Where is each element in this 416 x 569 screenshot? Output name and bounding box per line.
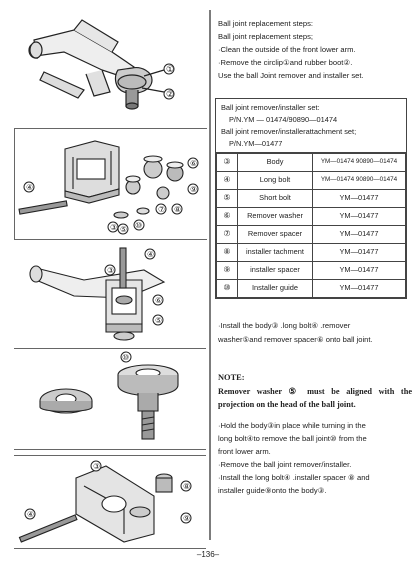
callout-5b: ⑤ <box>155 316 163 325</box>
final-step-6: installer guide⑨onto the body③. <box>218 486 327 495</box>
final-step-5: ·Install the long bolt④ .installer spacer ⑧ and <box>218 473 370 482</box>
step-line-2: Ball joint replacement steps; <box>218 32 313 41</box>
tool-name: Installer guide <box>238 280 313 298</box>
row-number: ⑦ <box>217 226 238 244</box>
table-row <box>217 208 406 226</box>
row-number: ⑩ <box>217 280 238 298</box>
callout-3b: ③ <box>107 266 115 275</box>
install-line-2: washer⑤and remover spacer⑥ onto ball joint. <box>218 335 373 344</box>
row-number: ④ <box>217 172 238 190</box>
row-number: ⑨ <box>217 262 238 280</box>
part-number: YM—01477 <box>313 244 406 262</box>
tool-header-line-4: P/N.YM—01477 <box>229 139 283 148</box>
callout-8: ⑧ <box>174 205 182 214</box>
callout-10: ⑩ <box>135 221 143 230</box>
part-number: YM—01474 90890—01474 <box>313 154 406 172</box>
figure-lower-arm <box>14 12 206 122</box>
callout-4b: ④ <box>147 250 155 259</box>
table-row <box>217 154 406 172</box>
figure-tool-installed <box>14 240 206 350</box>
row-number: ⑥ <box>217 208 238 226</box>
callout-5: ⑤ <box>120 225 128 234</box>
figure-removal-setup <box>14 455 206 549</box>
callout-3: ③ <box>110 223 118 232</box>
illustration-column <box>8 0 206 569</box>
callout-6: ⑥ <box>190 159 198 168</box>
tool-name: Remover spacer <box>238 226 313 244</box>
tool-set-box <box>215 98 407 299</box>
column-divider <box>209 10 211 540</box>
step-line-3: ·Clean the outside of the front lower arm. <box>218 45 356 54</box>
row-number: ⑤ <box>217 190 238 208</box>
callout-4: ④ <box>26 183 34 192</box>
callout-9: ⑨ <box>190 185 198 194</box>
table-row <box>217 172 406 190</box>
callout-6b: ⑥ <box>155 296 163 305</box>
part-number: YM—01477 <box>313 262 406 280</box>
page-number: –136– <box>196 550 220 559</box>
callout-3c: ③ <box>93 462 101 471</box>
callout-9c: ⑨ <box>183 514 191 523</box>
tool-set-header <box>216 99 406 153</box>
callout-2: ② <box>166 90 175 100</box>
table-row <box>217 280 406 298</box>
final-step-1: ·Hold the body③in place while turning in the <box>218 421 366 430</box>
note-body: Remover washer ⑤ must be aligned with the projection on the head of the ball joint. <box>218 387 412 409</box>
step-line-5: Use the ball Joint remover and installer set. <box>218 71 364 80</box>
figure-washer-ball-joint <box>14 348 206 450</box>
row-number: ③ <box>217 154 238 172</box>
figure-tool-set <box>14 128 207 240</box>
tool-header-line-1: Ball joint remover/installer set: <box>221 103 320 112</box>
tool-name: installer tachment <box>238 244 313 262</box>
final-step-4: ·Remove the ball joint remover/installer. <box>218 460 352 469</box>
part-number: YM—01477 <box>313 226 406 244</box>
tool-table <box>216 153 406 298</box>
final-step-2: long bolt④to remove the ball joint⑩ from the <box>218 434 367 443</box>
tool-header-line-2: P/N.YM — 01474/90890—01474 <box>229 115 338 124</box>
final-step-3: front lower arm. <box>218 447 271 456</box>
table-row <box>217 262 406 280</box>
step-line-1: Ball joint replacement steps: <box>218 19 313 28</box>
tool-name: Short bolt <box>238 190 313 208</box>
tool-name: installer spacer <box>238 262 313 280</box>
part-number: YM—01474 90890—01474 <box>313 172 406 190</box>
tool-name: Remover washer <box>238 208 313 226</box>
tool-name: Body <box>238 154 313 172</box>
install-line-1: ·Install the body③ .long bolt④ .remover <box>218 321 351 330</box>
part-number: YM—01477 <box>313 280 406 298</box>
callout-4c: ④ <box>27 510 35 519</box>
tool-name: Long bolt <box>238 172 313 190</box>
table-row <box>217 244 406 262</box>
callout-7: ⑦ <box>158 205 166 214</box>
table-row <box>217 226 406 244</box>
note-title: NOTE: <box>218 373 245 382</box>
part-number: YM—01477 <box>313 208 406 226</box>
step-line-4: ·Remove the circlip①and rubber boot②. <box>218 58 353 67</box>
callout-10b: ⑩ <box>122 353 130 362</box>
row-number: ⑧ <box>217 244 238 262</box>
part-number: YM—01477 <box>313 190 406 208</box>
callout-1: ① <box>166 65 175 75</box>
tool-header-line-3: Ball joint remover/installerattachment set; <box>221 127 357 136</box>
callout-8c: ⑧ <box>183 482 191 491</box>
table-row <box>217 190 406 208</box>
